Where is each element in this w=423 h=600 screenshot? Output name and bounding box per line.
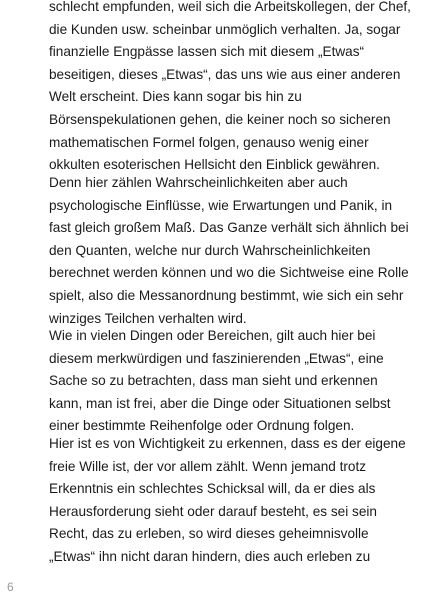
text-line: Welt erscheint. Dies kann sogar bis hin zu — [49, 89, 302, 105]
text-line: fast gleich großem Maß. Das Ganze verhält sich ähnlich bei — [49, 220, 409, 236]
text-line: schlecht empfunden, weil sich die Arbeitskollegen, der Chef, — [49, 0, 411, 14]
text-line: Hier ist es von Wichtigkeit zu erkennen, dass es der eigene — [49, 436, 406, 451]
text-line: winziges Teilchen verhalten wird. — [49, 310, 247, 326]
text-line: Recht, das zu erleben, so wird dieses geheimnisvolle — [49, 526, 369, 542]
text-line: finanzielle Engpässe lassen sich mit diesem „Etwas“ — [49, 44, 365, 60]
paragraph-3 — [49, 325, 394, 438]
text-line: spielt, also die Messanordnung bestimmt, wie sich ein sehr — [49, 287, 404, 303]
text-line: Börsenspekulationen gehen, die keiner noch so sicheren — [49, 111, 391, 127]
text-line: psychologische Einflüsse, wie Erwartungen und Panik, in — [49, 197, 393, 213]
text-line: Wie in vielen Dingen oder Bereichen, gilt auch hier bei — [49, 328, 376, 343]
text-line: Erkenntnis ein schlechtes Schicksal will, da er dies als — [49, 481, 376, 497]
text-line: den Quanten, welche nur durch Wahrscheinlichkeiten — [49, 242, 371, 258]
paragraph-1 — [49, 0, 411, 177]
text-line: Denn hier zählen Wahrscheinlichkeiten aber auch — [49, 175, 348, 190]
text-line: berechnet werden können und wo die Sichtweise eine Rolle — [49, 265, 409, 281]
paragraph-2 — [49, 172, 409, 330]
text-line: diesem merkwürdigen und faszinierenden „Etwas“, eine — [49, 350, 384, 366]
text-line: okkulten esoterischen Hellsicht den Einblick gewähren. — [49, 157, 380, 173]
page-number: 6 — [7, 580, 14, 594]
text-line: beseitigen, dieses „Etwas“, das uns wie aus einer anderen — [49, 66, 401, 82]
text-line: Herausforderung sieht oder darauf besteht, es sei sein — [49, 503, 377, 519]
text-line: Sache so zu betrachten, dass man sieht und erkennen — [49, 373, 378, 389]
text-line: mathematischen Formel folgen, genauso wenig einer — [49, 134, 369, 150]
text-line: einer bestimmte Reihenfolge oder Ordnung folgen. — [49, 418, 355, 434]
paragraph-4 — [49, 433, 406, 569]
text-line: „Etwas“ ihn nicht daran hindern, dies auch erleben zu — [49, 548, 371, 564]
text-line: die Kunden usw. scheinbar unmöglich verhalten. Ja, sogar — [49, 21, 401, 37]
text-line: kann, man ist frei, aber die Dinge oder Situationen selbst — [49, 395, 391, 411]
text-line: freie Wille ist, der vor allem zählt. Wenn jemand trotz — [49, 458, 367, 474]
